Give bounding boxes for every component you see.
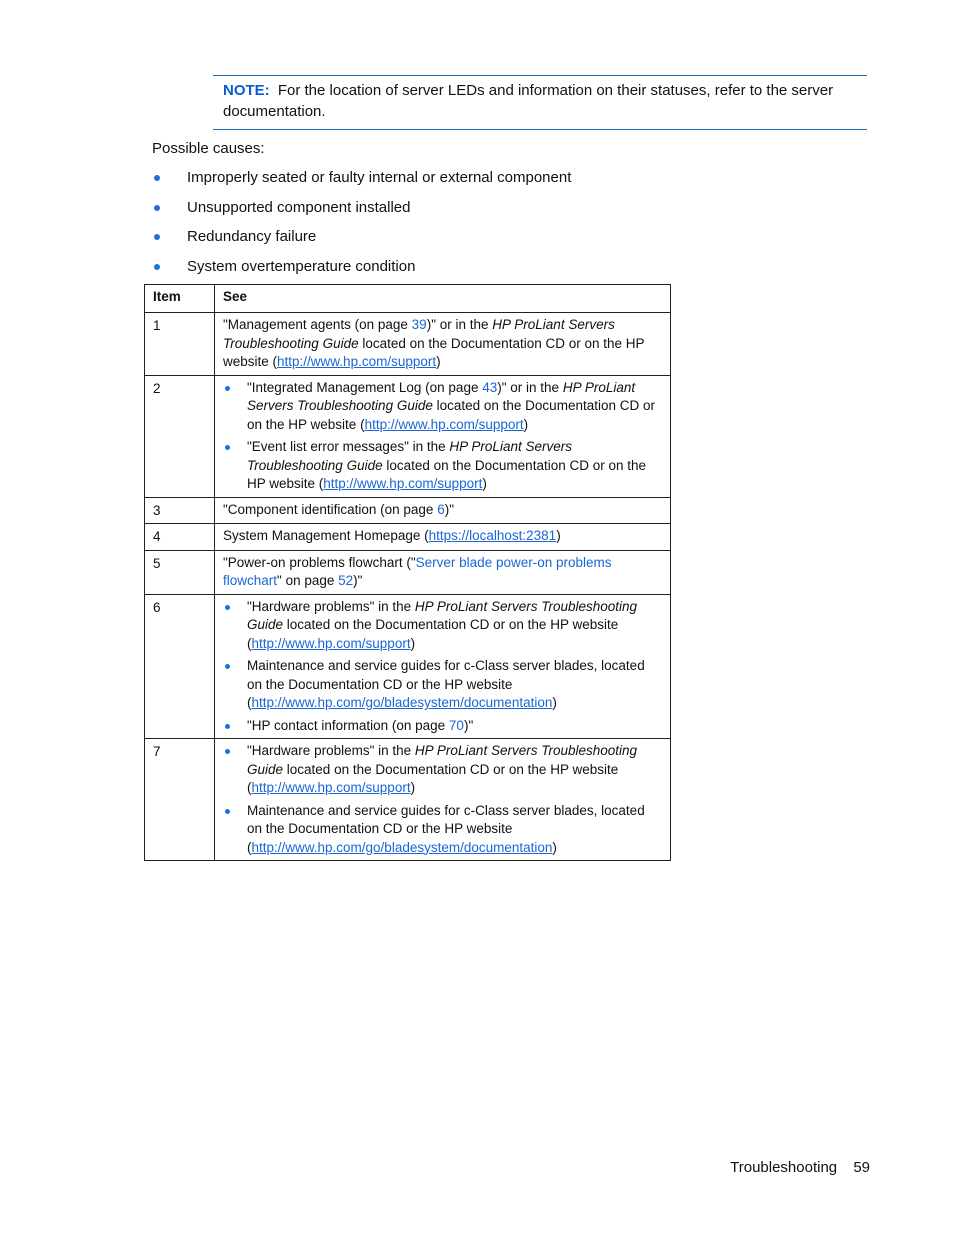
- bullet-icon: [225, 724, 230, 729]
- item-number: 6: [145, 594, 215, 739]
- see-list: [223, 598, 662, 736]
- url-link[interactable]: http://www.hp.com/support: [364, 416, 524, 432]
- url-link[interactable]: http://www.hp.com/support: [251, 635, 411, 651]
- see-text: "Integrated Management Log (on page: [247, 379, 483, 395]
- header-see: See: [215, 285, 671, 313]
- see-text: ): [552, 695, 557, 710]
- see-text: ): [482, 476, 487, 491]
- url-link[interactable]: http://www.hp.com/go/bladesystem/documentation: [251, 695, 553, 710]
- see-text: "Component identification (on page: [223, 501, 438, 517]
- see-text: )": [353, 573, 363, 588]
- bullet-icon: [225, 386, 230, 391]
- guide-title: HP ProLiant Servers Troubleshooting Guide: [247, 743, 638, 777]
- page-link[interactable]: Server blade power-on problems flowchart: [223, 554, 612, 588]
- note-box: [213, 75, 867, 130]
- see-paragraph: [223, 527, 662, 546]
- see-cell: [215, 550, 671, 594]
- bullet-icon: [154, 264, 160, 270]
- see-paragraph: [223, 554, 662, 591]
- note-label: NOTE:: [223, 82, 270, 99]
- list-item: [223, 742, 662, 798]
- item-number: 1: [145, 313, 215, 376]
- item-number: 4: [145, 524, 215, 551]
- list-item: [223, 657, 662, 713]
- page-link[interactable]: 43: [482, 379, 498, 395]
- bullet-icon: [225, 605, 230, 610]
- url-link[interactable]: https://localhost:2381: [428, 528, 557, 543]
- url-link[interactable]: http://www.hp.com/support: [277, 354, 437, 369]
- see-text: ): [552, 839, 557, 855]
- guide-title: HP ProLiant Servers Troubleshooting Guide: [247, 379, 636, 413]
- item-number: 3: [145, 497, 215, 524]
- see-text: located on the Documentation CD or on the HP website (: [247, 617, 619, 651]
- see-cell: [215, 524, 671, 551]
- see-cell: [215, 594, 671, 739]
- cause-text: Redundancy failure: [187, 228, 317, 245]
- see-text: ): [436, 354, 441, 369]
- list-item: [223, 717, 662, 736]
- table-row: [145, 497, 671, 524]
- bullet-icon: [225, 749, 230, 754]
- see-text: "Event list error messages" in the: [247, 439, 450, 454]
- see-text: "HP contact information (on page: [247, 717, 449, 733]
- see-text: located on the Documentation CD or on the HP website (: [247, 761, 619, 795]
- bullet-icon: [225, 809, 230, 814]
- page-footer: [718, 1158, 870, 1178]
- cause-text: Improperly seated or faulty internal or external component: [187, 169, 572, 186]
- page-link[interactable]: 6: [437, 501, 445, 517]
- table-row: [145, 375, 671, 497]
- see-text: Maintenance and service guides for c-Class server blades, located on the Documentation CD or the HP website (: [247, 658, 645, 710]
- see-list: [223, 742, 662, 857]
- header-item: Item: [145, 285, 215, 313]
- see-text: ): [410, 635, 416, 651]
- table-row: [145, 550, 671, 594]
- item-number: 2: [145, 375, 215, 497]
- table-row: [145, 739, 671, 861]
- see-text: "Hardware problems" in the: [247, 598, 415, 614]
- list-item: [223, 438, 662, 494]
- table-header-row: [145, 285, 671, 313]
- table-row: [145, 313, 671, 376]
- list-item: [223, 598, 662, 654]
- possible-causes-title: Possible causes:: [152, 140, 265, 157]
- table-row: [145, 524, 671, 551]
- cause-text: System overtemperature condition: [187, 257, 416, 275]
- see-text: Maintenance and service guides for c-Class server blades, located on the Documentation CD or the HP website (: [247, 802, 645, 855]
- list-item: [223, 379, 662, 435]
- page-link[interactable]: 70: [448, 717, 464, 733]
- cause-item: [152, 168, 571, 198]
- bullet-icon: [154, 234, 160, 240]
- table-body: [145, 313, 671, 861]
- footer-section: Troubleshooting: [730, 1159, 838, 1176]
- cause-item: [152, 227, 571, 257]
- see-text: ): [410, 780, 416, 795]
- bullet-icon: [154, 205, 160, 211]
- bullet-icon: [225, 664, 230, 669]
- see-text: ): [556, 528, 561, 543]
- page-number: 59: [853, 1159, 870, 1176]
- guide-title: HP ProLiant Servers Troubleshooting Guide: [247, 598, 638, 632]
- bullet-icon: [154, 175, 160, 181]
- see-cell: [215, 739, 671, 861]
- cause-item: [152, 198, 571, 228]
- page-link[interactable]: 39: [411, 317, 427, 332]
- see-paragraph: [223, 316, 662, 372]
- possible-causes-list: [152, 168, 571, 286]
- see-text: located on the Documentation CD or on the HP website (: [247, 457, 647, 491]
- see-paragraph: [223, 501, 662, 520]
- see-text: )": [463, 717, 474, 733]
- see-text: located on the Documentation CD or on the HP website (: [247, 398, 655, 432]
- cause-item: [152, 257, 571, 287]
- see-text: "Hardware problems" in the: [247, 743, 415, 758]
- bullet-icon: [225, 445, 230, 450]
- url-link[interactable]: http://www.hp.com/support: [251, 780, 411, 795]
- item-number: 5: [145, 550, 215, 594]
- item-number: 7: [145, 739, 215, 861]
- see-list: [223, 379, 662, 494]
- guide-title: HP ProLiant Servers Troubleshooting Guide: [223, 317, 615, 351]
- see-text: System Management Homepage (: [223, 528, 429, 543]
- list-item: [223, 802, 662, 858]
- see-cell: [215, 497, 671, 524]
- see-cell: [215, 375, 671, 497]
- see-text: "Power-on problems flowchart (": [223, 554, 416, 570]
- see-text: )": [444, 501, 454, 517]
- note-text: For the location of server LEDs and information on their statuses, refer to the server documentation.: [223, 82, 834, 120]
- page-link[interactable]: 52: [338, 573, 354, 588]
- see-text: ): [523, 416, 529, 432]
- see-text: "Management agents (on page: [223, 317, 412, 332]
- see-cell: [215, 313, 671, 376]
- cause-text: Unsupported component installed: [187, 198, 411, 216]
- url-link[interactable]: http://www.hp.com/go/bladesystem/documentation: [251, 839, 553, 855]
- guide-title: HP ProLiant Servers Troubleshooting Guide: [247, 439, 572, 473]
- table-row: [145, 594, 671, 739]
- see-text: )" or in the: [497, 379, 563, 395]
- reference-table: [144, 284, 671, 861]
- url-link[interactable]: http://www.hp.com/support: [323, 476, 483, 491]
- see-text: located on the Documentation CD or on the HP website (: [223, 335, 645, 369]
- see-text: " on page: [277, 573, 339, 588]
- see-text: )" or in the: [426, 317, 493, 332]
